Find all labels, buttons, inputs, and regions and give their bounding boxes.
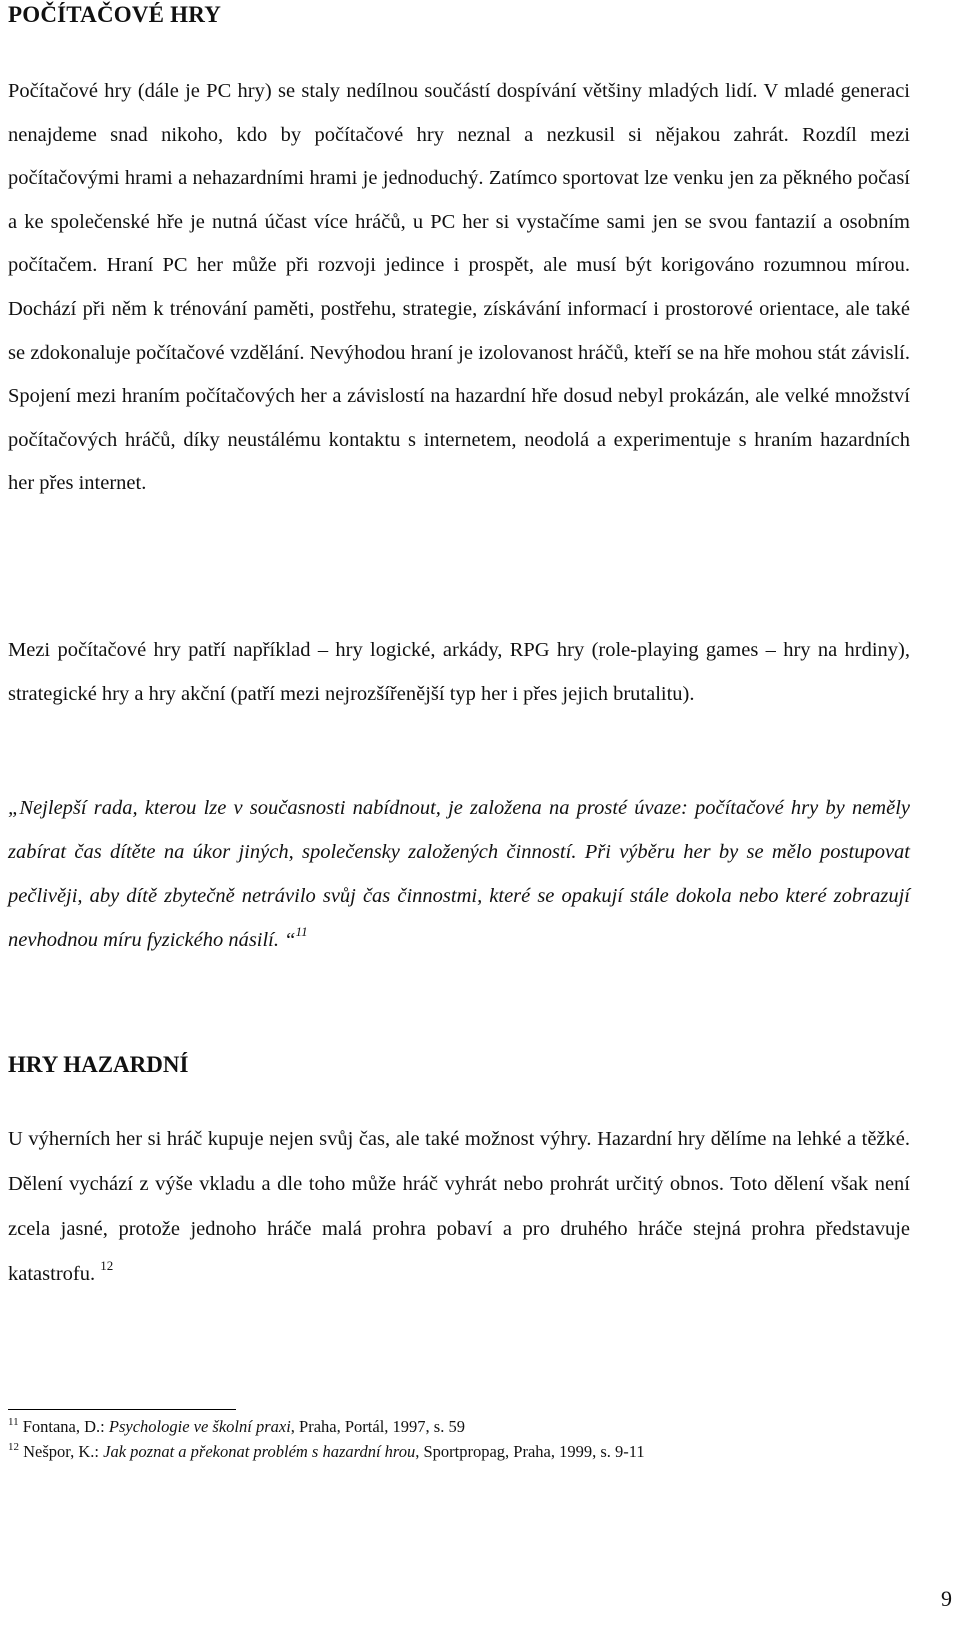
footnote-author: Nešpor, K.: [23, 1442, 104, 1461]
footnote-title: Psychologie ve školní praxi [108, 1417, 291, 1436]
footnote-ref-12: 12 [100, 1258, 114, 1273]
quote-text: „Nejlepší rada, kterou lze v současnosti nabídnout, je založena na prosté úvaze: počítačové hry by neměly zabírat čas dítěte na úkor jiných, společensky založených činností. Při výběru her by se mělo postupovat pečlivěji, aby dítě zbytečně netrávilo svůj čas činnostmi, které se opakují stále dokola nebo které zobrazují nevhodnou míru fyzického násilí. “ [8, 797, 910, 951]
paragraph-pc-game-types: Mezi počítačové hry patří například – hry logické, arkády, RPG hry (role-playing games – hry na hrdiny), strategické hry a hry akční (patří mezi nejrozšířenější typ her i přes jejich brutalitu). [8, 639, 910, 705]
footnote-author: Fontana, D.: [22, 1417, 109, 1436]
paragraph-quote [8, 786, 910, 962]
paragraph-gambling [8, 1117, 910, 1297]
footnote-separator [8, 1409, 236, 1410]
footnote-number: 11 [8, 1416, 19, 1428]
footnote-details: , Praha, Portál, 1997, s. 59 [290, 1417, 465, 1436]
footnote-number: 12 [8, 1441, 19, 1453]
footnote-11 [8, 1417, 465, 1437]
footnote-title: Jak poznat a překonat problém s hazardní hrou [103, 1442, 416, 1461]
footnote-12 [8, 1442, 645, 1462]
heading-gambling: HRY HAZARDNÍ [8, 1052, 189, 1077]
heading-pc-games: POČÍTAČOVÉ HRY [8, 2, 222, 27]
footnote-details: , Sportpropag, Praha, 1999, s. 9-11 [415, 1442, 645, 1461]
gambling-text: U výherních her si hráč kupuje nejen svůj čas, ale také možnost výhry. Hazardní hry dělíme na lehké a těžké. Dělení vychází z výše vkladu a dle toho může hráč vyhrát nebo prohrát určitý obnos. Toto dělení však není zcela jasné, protože jednoho hráče malá prohra pobaví a pro druhého hráče stejná prohra představuje katastrofu. [8, 1128, 910, 1285]
page-number: 9 [941, 1586, 952, 1611]
paragraph-pc-games-intro: Počítačové hry (dále je PC hry) se staly nedílnou součástí dospívání většiny mladých lidí. V mladé generaci nenajdeme snad nikoho, kdo by počítačové hry neznal a nezkusil si nějakou zahrát. Rozdíl mezi počítačovými hrami a nehazardními hrami je jednoduchý. Zatímco sportovat lze venku jen za pěkného počasí a ke společenské hře je nutná účast více hráčů, u PC her si vystačíme sami jen se svou fantazií a osobním počítačem. Hraní PC her může při rozvoji jedince i prospět, ale musí být korigováno rozumnou mírou. Dochází při něm k trénování paměti, postřehu, strategie, získávání informací i prostorové orientace, ale také se zdokonaluje počítačové vzdělání. Nevýhodou hraní je izolovanost hráčů, kteří se na hře mohou stát závislí. Spojení mezi hraním počítačových her a závislostí na hazardní hře dosud nebyl prokázán, ale velké množství počítačových hráčů, díky neustálému kontaktu s internetem, neodolá a experimentuje s hraním hazardních her přes internet. [8, 80, 910, 495]
footnote-ref-11: 11 [295, 924, 308, 939]
